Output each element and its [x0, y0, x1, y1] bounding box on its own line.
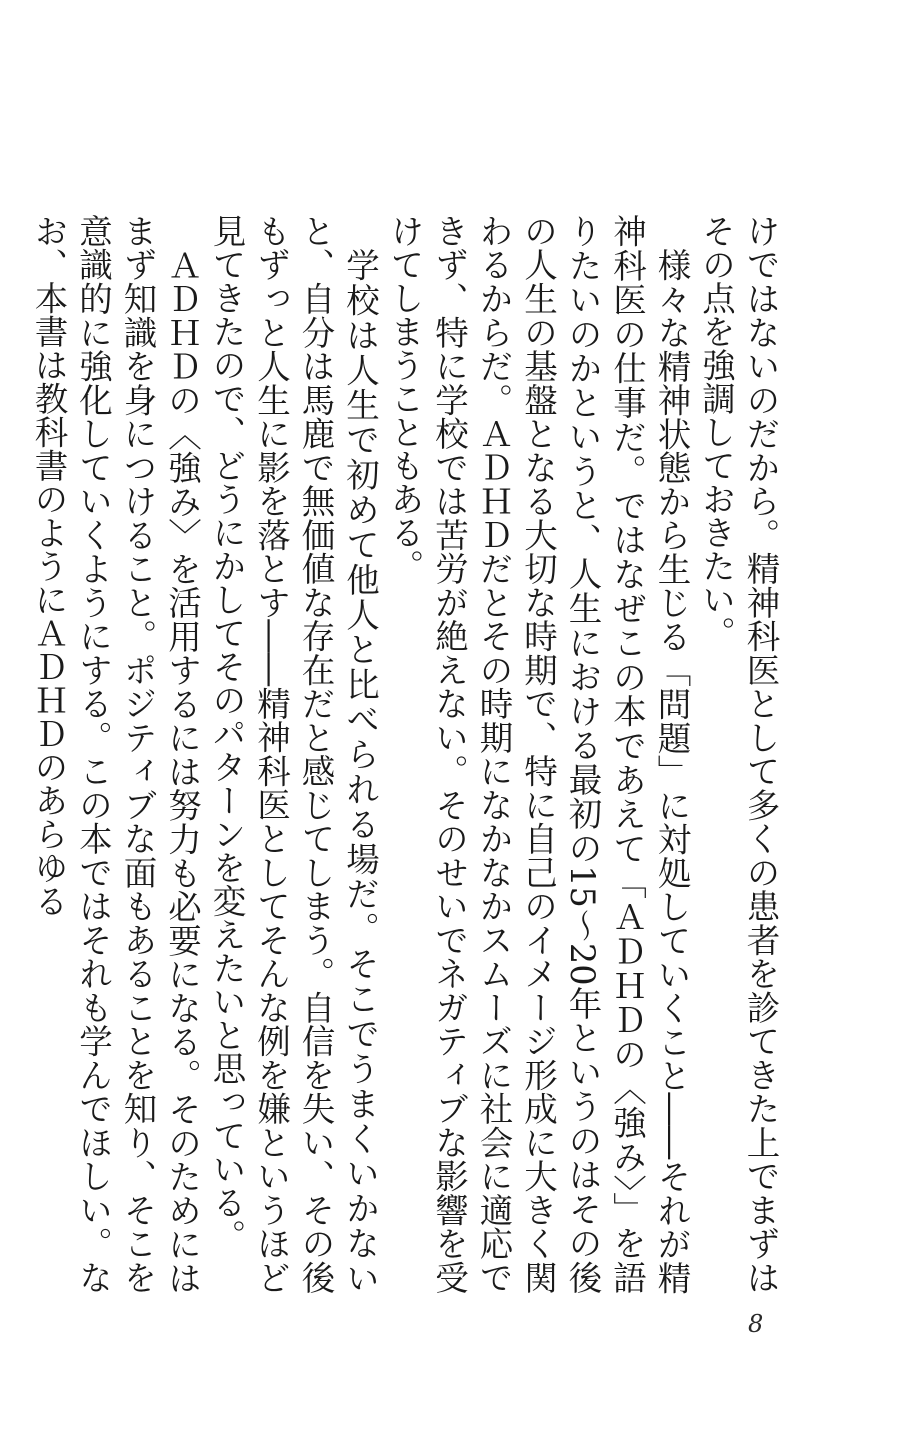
paragraph-3: 学校は人生で初めて他人と比べられる場だ。そこでうまくいかないと、自分は馬鹿で無価値な存在だと感じてしまう。自信を失い、その後もずっと人生に影を落とす――精神科医としてそんな例を嫌というほど見てきたので、どうにかしてそのパターンを変えたいと思っている。: [207, 214, 380, 1294]
paragraph-1: けではないのだから。精神科医として多くの患者を診てきた上でまずはその点を強調しておきたい。: [696, 214, 780, 1294]
paragraph-2: 様々な精神状態から生じる「問題」に対処していくこと――それが精神科医の仕事だ。ではなぜこの本であえて「ＡＤＨＤの〈強み〉」を語りたいのかというと、人生における最初の15〜20年というのはその後の人生の基盤となる大切な時期で、特に自己のイメージ形成に大きく関わるからだ。ＡＤＨＤだとその時期になかなかスムーズに社会に適応できず、特に学校では苦労が絶えない。そのせいでネガティブな影響を受けてしまうこともある。: [385, 214, 691, 1294]
paragraph-4: ＡＤＨＤの〈強み〉を活用するには努力も必要になる。そのためにはまず知識を身につけること。ポジティブな面もあることを知り、そこを意識的に強化していくようにする。この本ではそれも学んでほしい。なお、本書は教科書のようにＡＤＨＤのあらゆる: [29, 214, 202, 1294]
page-number: 8: [748, 1310, 764, 1338]
body-text: [29, 214, 782, 1294]
